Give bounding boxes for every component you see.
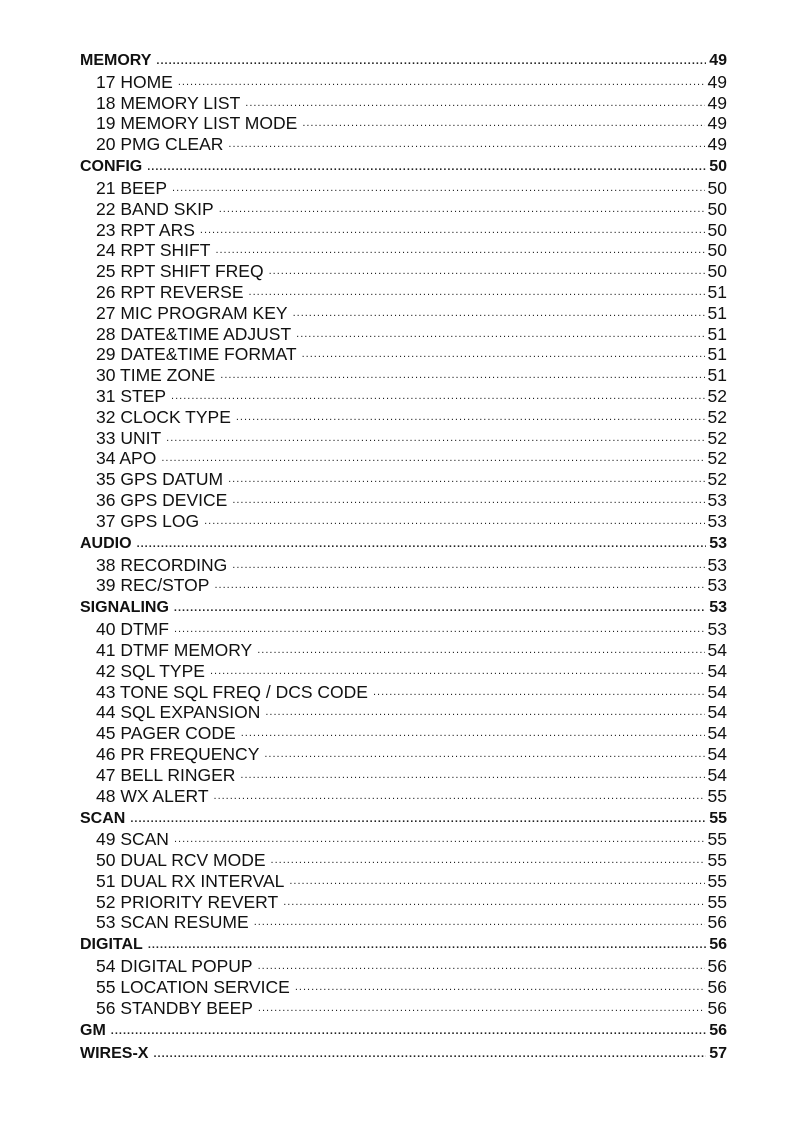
- toc-page-number: 55: [707, 829, 727, 850]
- dot-leader: [283, 895, 704, 909]
- dot-leader: [228, 472, 704, 486]
- toc-item-entry[interactable]: [80, 281, 727, 302]
- toc-entry-label: 19 MEMORY LIST MODE: [96, 113, 298, 134]
- toc-entry-label: CONFIG: [80, 158, 143, 176]
- toc-item-entry[interactable]: [80, 302, 727, 323]
- toc-item-entry[interactable]: [80, 198, 727, 219]
- toc-item-entry[interactable]: [80, 260, 727, 281]
- table-of-contents: [80, 48, 727, 1064]
- toc-item-entry[interactable]: [80, 71, 727, 92]
- toc-entry-label: 54 DIGITAL POPUP: [96, 956, 253, 977]
- toc-item-entry[interactable]: [80, 427, 727, 448]
- toc-item-entry[interactable]: [80, 764, 727, 785]
- toc-page-number: 53: [709, 599, 727, 617]
- toc-item-entry[interactable]: [80, 618, 727, 639]
- toc-page-number: 52: [707, 406, 727, 427]
- toc-page-number: 53: [707, 510, 727, 531]
- toc-item-entry[interactable]: [80, 240, 727, 261]
- dot-leader: [232, 558, 704, 572]
- toc-item-entry[interactable]: [80, 681, 727, 702]
- toc-page-number: 56: [707, 997, 727, 1018]
- toc-entry-label: 37 GPS LOG: [96, 510, 200, 531]
- toc-section-entry[interactable]: [80, 1041, 727, 1064]
- toc-entry-label: AUDIO: [80, 534, 132, 552]
- toc-entry-label: 36 GPS DEVICE: [96, 489, 228, 510]
- toc-entry-label: 51 DUAL RX INTERVAL: [96, 870, 285, 891]
- toc-page-number: 54: [707, 743, 727, 764]
- toc-item-entry[interactable]: [80, 870, 727, 891]
- toc-page-number: 49: [709, 52, 727, 69]
- dot-leader: [215, 243, 704, 257]
- dot-leader: [166, 431, 704, 445]
- toc-entry-label: 45 PAGER CODE: [96, 723, 236, 744]
- dot-leader: [293, 306, 705, 320]
- dot-leader: [214, 789, 705, 803]
- toc-entry-label: 35 GPS DATUM: [96, 469, 224, 490]
- dot-leader: [254, 915, 705, 929]
- dot-leader: [210, 664, 705, 678]
- dot-leader: [232, 493, 704, 507]
- toc-entry-label: 29 DATE&TIME FORMAT: [96, 344, 297, 365]
- toc-item-entry[interactable]: [80, 468, 727, 489]
- toc-entry-label: 38 RECORDING: [96, 554, 228, 575]
- dot-leader: [265, 705, 704, 719]
- toc-entry-label: 31 STEP: [96, 385, 167, 406]
- toc-section-entry[interactable]: [80, 154, 727, 177]
- toc-item-entry[interactable]: [80, 133, 727, 154]
- toc-item-entry[interactable]: [80, 489, 727, 510]
- dot-leader: [240, 768, 704, 782]
- dot-leader: [241, 726, 705, 740]
- toc-entry-label: 47 BELL RINGER: [96, 764, 236, 785]
- toc-entry-label: 25 RPT SHIFT FREQ: [96, 261, 264, 282]
- toc-entry-label: MEMORY: [80, 52, 152, 69]
- toc-item-entry[interactable]: [80, 219, 727, 240]
- toc-entry-label: 41 DTMF MEMORY: [96, 639, 253, 660]
- toc-page-number: 49: [707, 113, 727, 134]
- toc-entry-label: 22 BAND SKIP: [96, 198, 214, 219]
- toc-page-number: 51: [707, 365, 727, 386]
- toc-entry-label: 40 DTMF: [96, 619, 169, 640]
- toc-page-number: 55: [707, 870, 727, 891]
- toc-entry-label: 46 PR FREQUENCY: [96, 743, 260, 764]
- toc-item-entry[interactable]: [80, 344, 727, 365]
- toc-entry-label: 43 TONE SQL FREQ / DCS CODE: [96, 681, 368, 702]
- dot-leader: [236, 410, 705, 424]
- toc-page-number: 51: [707, 302, 727, 323]
- toc-item-entry[interactable]: [80, 448, 727, 469]
- dot-leader: [219, 202, 705, 216]
- toc-item-entry[interactable]: [80, 554, 727, 575]
- dot-leader: [289, 874, 704, 888]
- toc-entry-label: 23 RPT ARS: [96, 219, 195, 240]
- toc-page-number: 53: [707, 554, 727, 575]
- toc-page-number: 53: [707, 575, 727, 596]
- dot-leader: [172, 181, 705, 195]
- toc-page-number: 51: [707, 344, 727, 365]
- toc-entry-label: 44 SQL EXPANSION: [96, 702, 261, 723]
- toc-section-entry[interactable]: [80, 806, 727, 829]
- toc-entry-label: 42 SQL TYPE: [96, 660, 205, 681]
- toc-page-number: 53: [707, 619, 727, 640]
- toc-page-number: 49: [707, 71, 727, 92]
- toc-section-entry[interactable]: [80, 48, 727, 71]
- toc-entry-label: 52 PRIORITY REVERT: [96, 891, 279, 912]
- dot-leader: [174, 622, 705, 636]
- toc-page-number: 49: [707, 92, 727, 113]
- toc-entry-label: 32 CLOCK TYPE: [96, 406, 231, 427]
- toc-item-entry[interactable]: [80, 113, 727, 134]
- dot-leader: [130, 812, 706, 826]
- toc-item-entry[interactable]: [80, 722, 727, 743]
- toc-page-number: 52: [707, 469, 727, 490]
- dot-leader: [302, 116, 704, 130]
- toc-item-entry[interactable]: [80, 955, 727, 976]
- toc-page-number: 50: [707, 177, 727, 198]
- dot-leader: [147, 160, 706, 174]
- toc-page-number: 53: [707, 489, 727, 510]
- toc-entry-label: SIGNALING: [80, 599, 169, 617]
- dot-leader: [200, 223, 705, 237]
- toc-item-entry[interactable]: [80, 364, 727, 385]
- toc-entry-label: SCAN: [80, 809, 126, 827]
- dot-leader: [214, 578, 704, 592]
- toc-section-entry[interactable]: [80, 531, 727, 554]
- dot-leader: [204, 514, 704, 528]
- toc-page-number: 52: [707, 385, 727, 406]
- toc-page-number: 56: [707, 912, 727, 933]
- dot-leader: [137, 537, 707, 551]
- toc-page-number: 55: [707, 785, 727, 806]
- toc-entry-label: 49 SCAN: [96, 829, 169, 850]
- toc-item-entry[interactable]: [80, 177, 727, 198]
- toc-entry-label: 30 TIME ZONE: [96, 365, 216, 386]
- toc-item-entry[interactable]: [80, 406, 727, 427]
- toc-item-entry[interactable]: [80, 891, 727, 912]
- toc-item-entry[interactable]: [80, 912, 727, 933]
- toc-item-entry[interactable]: [80, 385, 727, 406]
- toc-entry-label: DIGITAL: [80, 936, 143, 954]
- toc-item-entry[interactable]: [80, 997, 727, 1018]
- toc-page-number: 56: [707, 956, 727, 977]
- toc-page-number: 51: [707, 281, 727, 302]
- dot-leader: [171, 389, 704, 403]
- toc-entry-label: 26 RPT REVERSE: [96, 281, 244, 302]
- dot-leader: [269, 264, 705, 278]
- dot-leader: [220, 368, 704, 382]
- toc-page-number: 54: [707, 639, 727, 660]
- toc-item-entry[interactable]: [80, 92, 727, 113]
- dot-leader: [228, 137, 704, 151]
- toc-entry-label: 39 REC/STOP: [96, 575, 210, 596]
- dot-leader: [295, 980, 705, 994]
- dot-leader: [111, 1024, 706, 1038]
- dot-leader: [161, 451, 704, 465]
- dot-leader: [153, 1047, 706, 1061]
- toc-page-number: 50: [707, 198, 727, 219]
- toc-page-number: 54: [707, 723, 727, 744]
- toc-page-number: 50: [709, 158, 727, 176]
- toc-item-entry[interactable]: [80, 702, 727, 723]
- toc-page-number: 51: [707, 323, 727, 344]
- toc-entry-label: 56 STANDBY BEEP: [96, 997, 253, 1018]
- dot-leader: [258, 959, 705, 973]
- toc-section-entry[interactable]: [80, 932, 727, 955]
- dot-leader: [148, 938, 706, 952]
- toc-entry-label: 34 APO: [96, 448, 157, 469]
- toc-entry-label: 18 MEMORY LIST: [96, 92, 241, 113]
- toc-section-entry[interactable]: [80, 1018, 727, 1041]
- dot-leader: [258, 1001, 705, 1015]
- dot-leader: [296, 327, 704, 341]
- toc-entry-label: 33 UNIT: [96, 427, 162, 448]
- toc-item-entry[interactable]: [80, 849, 727, 870]
- toc-page-number: 55: [709, 809, 727, 827]
- toc-item-entry[interactable]: [80, 743, 727, 764]
- toc-item-entry[interactable]: [80, 323, 727, 344]
- toc-item-entry[interactable]: [80, 575, 727, 596]
- toc-entry-label: 24 RPT SHIFT: [96, 240, 211, 261]
- toc-entry-label: 55 LOCATION SERVICE: [96, 977, 290, 998]
- toc-page-number: 55: [707, 891, 727, 912]
- toc-page-number: 52: [707, 427, 727, 448]
- toc-page-number: 49: [707, 134, 727, 155]
- toc-entry-label: 50 DUAL RCV MODE: [96, 850, 266, 871]
- toc-entry-label: 48 WX ALERT: [96, 785, 209, 806]
- toc-entry-label: 27 MIC PROGRAM KEY: [96, 302, 288, 323]
- toc-entry-label: 21 BEEP: [96, 177, 168, 198]
- toc-page-number: 54: [707, 764, 727, 785]
- toc-item-entry[interactable]: [80, 510, 727, 531]
- dot-leader: [174, 601, 706, 615]
- toc-page-number: 55: [707, 850, 727, 871]
- toc-entry-label: WIRES-X: [80, 1044, 149, 1062]
- toc-item-entry[interactable]: [80, 976, 727, 997]
- toc-item-entry[interactable]: [80, 829, 727, 850]
- dot-leader: [302, 347, 705, 361]
- toc-item-entry[interactable]: [80, 660, 727, 681]
- dot-leader: [257, 643, 704, 657]
- toc-page-number: 50: [707, 219, 727, 240]
- toc-page-number: 50: [707, 240, 727, 261]
- toc-entry-label: 53 SCAN RESUME: [96, 912, 249, 933]
- toc-item-entry[interactable]: [80, 639, 727, 660]
- dot-leader: [245, 96, 704, 110]
- toc-entry-label: 20 PMG CLEAR: [96, 134, 224, 155]
- toc-page-number: 54: [707, 702, 727, 723]
- toc-page-number: 56: [709, 1021, 727, 1039]
- toc-entry-label: GM: [80, 1021, 106, 1039]
- toc-section-entry[interactable]: [80, 595, 727, 618]
- toc-page-number: 54: [707, 660, 727, 681]
- dot-leader: [264, 747, 704, 761]
- dot-leader: [373, 685, 705, 699]
- dot-leader: [156, 54, 706, 68]
- toc-page-number: 56: [709, 936, 727, 954]
- toc-entry-label: 17 HOME: [96, 71, 173, 92]
- toc-page-number: 53: [709, 534, 727, 552]
- dot-leader: [178, 75, 705, 89]
- dot-leader: [249, 285, 705, 299]
- toc-page-number: 57: [709, 1044, 727, 1062]
- dot-leader: [174, 832, 705, 846]
- dot-leader: [271, 853, 705, 867]
- toc-page-number: 50: [707, 261, 727, 282]
- toc-item-entry[interactable]: [80, 785, 727, 806]
- toc-page-number: 54: [707, 681, 727, 702]
- toc-entry-label: 28 DATE&TIME ADJUST: [96, 323, 292, 344]
- toc-page-number: 52: [707, 448, 727, 469]
- toc-page-number: 56: [707, 977, 727, 998]
